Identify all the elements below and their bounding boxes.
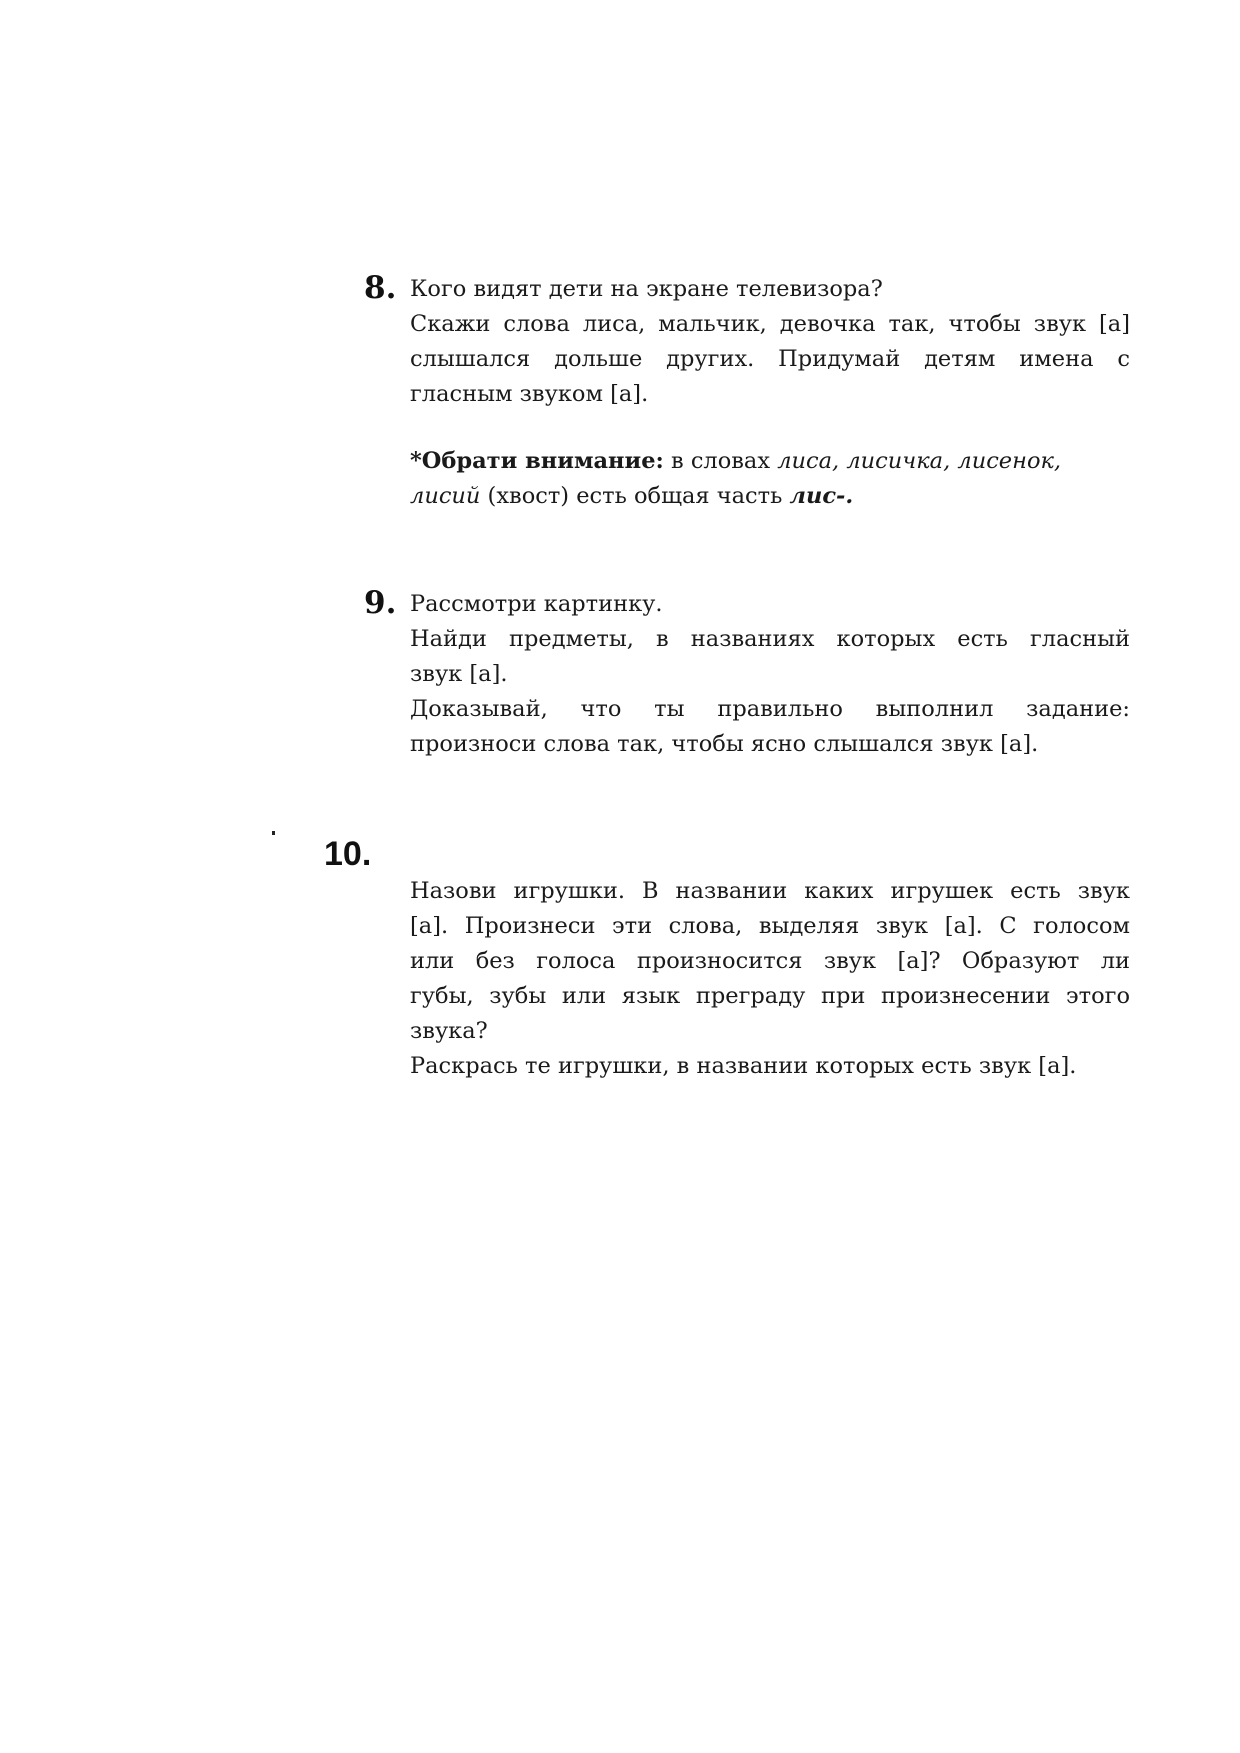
attention-note: *Обрати внимание: в словах лиса, лисичка, лисенок,	[410, 448, 1062, 474]
task-text	[410, 272, 1130, 514]
task-number: 10.	[324, 835, 372, 873]
text-line: Кого видят дети на экране телевизора?	[410, 276, 883, 302]
text-line: лисий (хвост) есть общая часть лис-.	[410, 483, 854, 509]
text-line: Доказывай, что ты правильно выполнил задание:	[410, 696, 1130, 722]
task-number: 9.	[364, 585, 397, 621]
text-line: губы, зубы или язык преграду при произнесении этого	[410, 983, 1130, 1009]
text-line: звук [а].	[410, 661, 508, 687]
task-text	[410, 587, 1130, 762]
note-examples: лиса, лисичка, лисенок,	[777, 448, 1062, 474]
text-line: Скажи слова лиса, мальчик, девочка так, чтобы звук [а]	[410, 311, 1130, 337]
text-line: Раскрась те игрушки, в названии которых есть звук [а].	[410, 1053, 1077, 1079]
text-line: Найди предметы, в названиях которых есть гласный	[410, 626, 1130, 652]
task-text	[410, 874, 1130, 1084]
note-root: лис-.	[789, 483, 854, 509]
task-number: 8.	[364, 270, 397, 306]
text-line: [а]. Произнеси эти слова, выделяя звук [а]. С голосом	[410, 913, 1130, 939]
text-line: слышался дольше других. Придумай детям имена с	[410, 346, 1130, 372]
stray-dot	[272, 831, 275, 835]
text-line: Назови игрушки. В названии каких игрушек есть звук	[410, 878, 1130, 904]
text-line: Рассмотри картинку.	[410, 591, 663, 617]
text-line: гласным звуком [а].	[410, 381, 649, 407]
note-label: *Обрати внимание:	[410, 448, 664, 474]
text-line: или без голоса произносится звук [а]? Образуют ли	[410, 948, 1130, 974]
text-line: звука?	[410, 1018, 488, 1044]
text-line: произноси слова так, чтобы ясно слышался звук [а].	[410, 731, 1039, 757]
